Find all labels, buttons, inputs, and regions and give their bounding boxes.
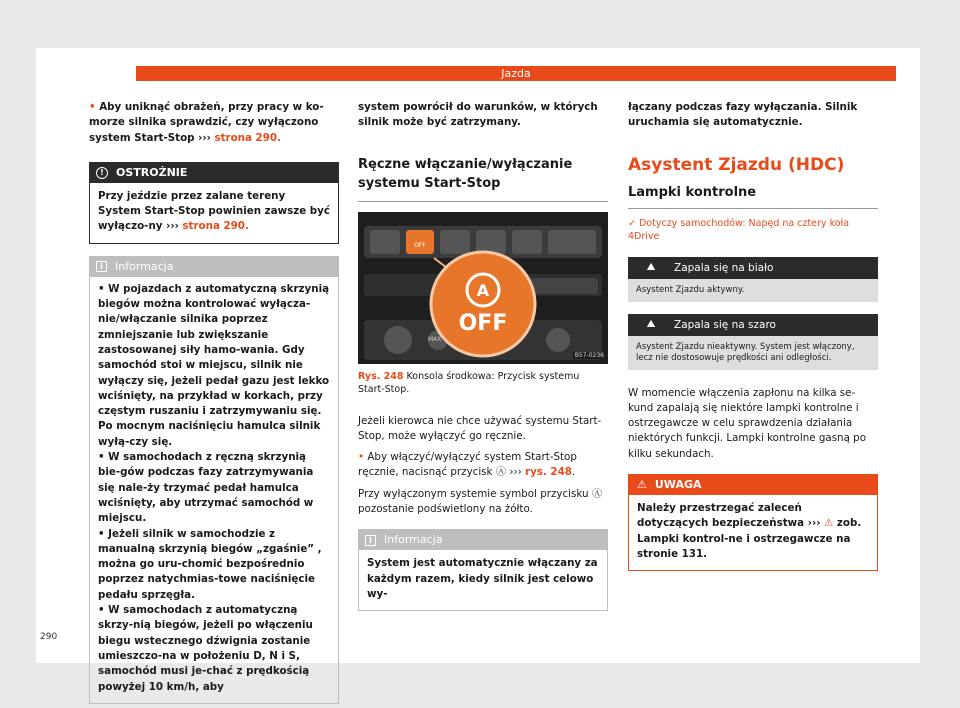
paragraph: W momencie włączenia zapłonu na kilka se-kund zapalają się niektóre lampki kontrolne i ostrzegawcze w celu sprawdzenia działania niektórych funkcji. Lampki kontrolne gasną po kilku sekundach. bbox=[628, 386, 867, 460]
warning-header: ⚠ UWAGA bbox=[629, 475, 877, 495]
continuation-text: łączany podczas fazy wyłączania. Silnik uruchamia się automatycznie. bbox=[628, 101, 858, 129]
header-bar: Jazda bbox=[136, 66, 896, 81]
list-item: • W pojazdach z automatyczną skrzynią biegów można kontrolować wyłącza-nie/włączanie silnika poprzez zmniejszanie lub zwiększanie zastosowanej siły hamo-wania. Gdy samochód stoi w miejscu, silnik nie wyłączy się, jeżeli pedał gazu jest lekko wciśnięty, na przykład w korkach, przy częstym ruszaniu i zatrzymywaniu się. Po mocnym naciśnięciu hamulca silnik wyłą-czy się. bbox=[98, 282, 330, 448]
indicator-header: ⛰ Zapala się na szaro bbox=[628, 314, 878, 336]
svg-text:A: A bbox=[476, 280, 490, 300]
start-stop-icon: Ⓐ bbox=[591, 487, 603, 500]
warning-icon: ⚠ bbox=[637, 478, 647, 492]
page-link[interactable]: strona 290. bbox=[182, 220, 249, 233]
divider bbox=[358, 201, 608, 202]
page-number: 290 bbox=[40, 632, 58, 642]
small-off-label: OFF bbox=[414, 241, 426, 249]
check-icon: ✓ bbox=[628, 217, 636, 229]
applies-to: ✓ Dotyczy samochodów: Napęd na cztery koła 4Drive bbox=[628, 217, 850, 242]
column-3 bbox=[628, 100, 878, 571]
page-link[interactable]: strona 290. bbox=[214, 131, 281, 144]
section-heading: Ręczne włączanie/wyłączanie systemu Start-Stop bbox=[358, 156, 573, 191]
start-stop-icon: Ⓐ bbox=[495, 466, 507, 479]
bullet-paragraph: • Aby uniknąć obrażeń, przy pracy w ko-morze silnika sprawdzić, czy wyłączono system Start-Stop ››› strona 290. bbox=[89, 101, 324, 144]
indicator-table bbox=[628, 257, 878, 370]
list-item: • W samochodach z ręczną skrzynią bie-gów podczas fazy zatrzymywania się nale-ży trzymać pedał hamulca wciśnięty, aby utrzymać samochód w miejscu. bbox=[98, 451, 314, 525]
bullet-icon: • bbox=[89, 101, 96, 113]
hdc-icon: ⛰ bbox=[646, 318, 656, 331]
info-header: i Informacja bbox=[359, 530, 607, 550]
paragraph: Przy wyłączonym systemie symbol przycisku Ⓐ pozostanie podświetlony na żółto. bbox=[358, 487, 603, 516]
info-body bbox=[90, 277, 338, 703]
console-illustration bbox=[358, 212, 608, 364]
info-body: System jest automatycznie włączany za każdym razem, kiedy silnik jest celowo wy- bbox=[367, 557, 598, 600]
max-label: MAX bbox=[428, 335, 442, 343]
caution-body: Przy jeździe przez zalane tereny System Start-Stop powinien zawsze być wyłączo-ny ››› strona 290. bbox=[98, 189, 330, 233]
column-2 bbox=[358, 100, 608, 611]
info-box bbox=[89, 256, 339, 704]
warning-icon: ⚠ bbox=[824, 517, 834, 530]
bullet-paragraph: • Aby włączyć/wyłączyć system Start-Stop ręcznie, nacisnąć przycisk Ⓐ ››› rys. 248. bbox=[358, 451, 577, 479]
console-figure bbox=[358, 212, 608, 364]
figure-caption: Rys. 248 Konsola środkowa: Przycisk systemu Start-Stop. bbox=[358, 370, 580, 395]
caution-box bbox=[89, 162, 339, 244]
section-subtitle: Lampki kontrolne bbox=[628, 184, 757, 200]
section-title: Asystent Zjazdu (HDC) bbox=[628, 154, 845, 175]
indicator-header: ⛰ Zapala się na biało bbox=[628, 257, 878, 279]
info-icon: i bbox=[365, 535, 376, 546]
divider bbox=[628, 208, 878, 209]
indicator-description: Asystent Zjazdu nieaktywny. System jest włączony, lecz nie dostosowuje prędkości ani odległości. bbox=[628, 336, 878, 370]
info-icon: i bbox=[96, 261, 107, 272]
continuation-text: system powrócił do warunków, w których silnik może być zatrzymany. bbox=[358, 101, 598, 129]
hdc-icon: ⛰ bbox=[646, 261, 656, 274]
off-label: OFF bbox=[458, 310, 508, 336]
warning-box bbox=[628, 474, 878, 571]
paragraph: Jeżeli kierowca nie chce używać systemu Start-Stop, może wyłączyć go ręcznie. bbox=[358, 414, 602, 442]
list-item: • Jeżeli silnik w samochodzie z manualną skrzynią biegów „zgaśnie” , można go uru-chomić bezpośrednio poprzez natychmias-towe naciśnięcie pedału sprzęgła. bbox=[98, 527, 322, 601]
indicator-description: Asystent Zjazdu aktywny. bbox=[628, 279, 878, 302]
caution-header: ! OSTROŻNIE bbox=[90, 163, 338, 183]
warning-body: Należy przestrzegać zaleceń dotyczących bezpieczeństwa ››› ⚠ zob. Lampki kontrol-ne i ostrzegawcze na stronie 131. bbox=[637, 502, 862, 560]
page bbox=[36, 48, 920, 693]
info-box bbox=[358, 529, 608, 611]
caution-icon: ! bbox=[96, 167, 108, 179]
figure-link[interactable]: rys. 248 bbox=[525, 466, 572, 479]
list-item: • W samochodach z automatyczną skrzy-nią biegów, jeżeli po włączeniu biegu wstecznego dźwignia zostanie umieszczo-na w położeniu D, N i S, samochód musi je-chać z prędkością powyżej 10 km/h, aby bbox=[98, 604, 313, 693]
column-1 bbox=[89, 100, 339, 704]
figure-code: B57-0236 bbox=[574, 351, 604, 359]
info-header: i Informacja bbox=[90, 257, 338, 277]
